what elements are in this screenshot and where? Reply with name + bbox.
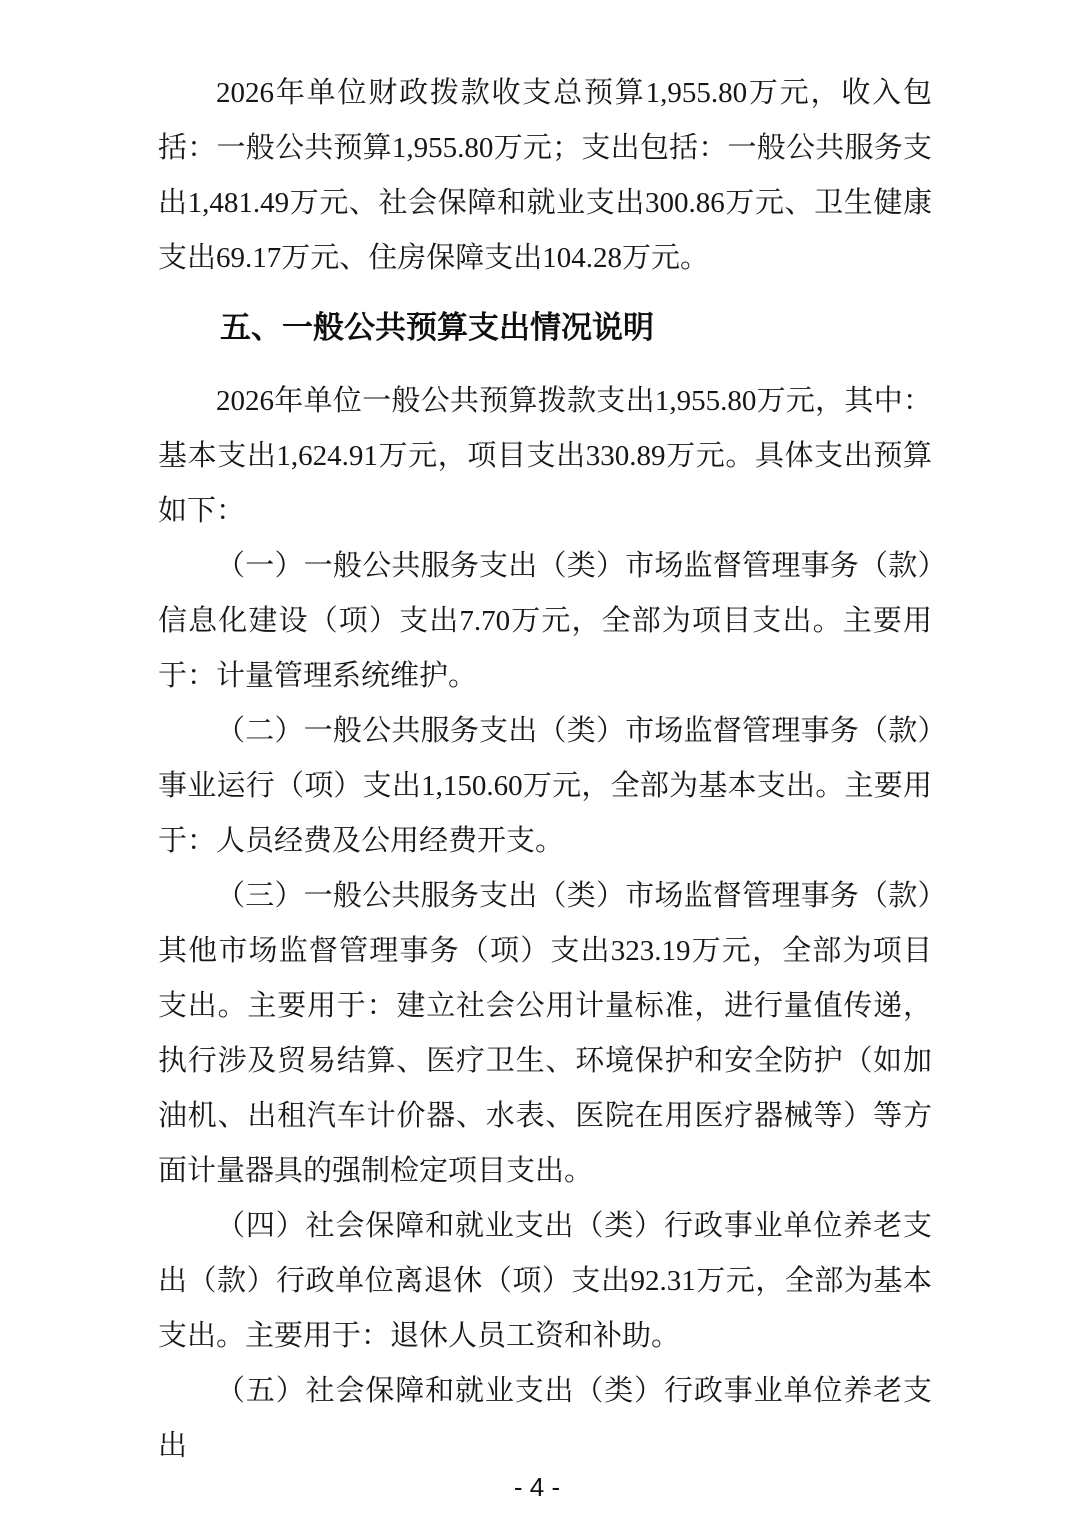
paragraph-item-1: （一）一般公共服务支出（类）市场监督管理事务（款）信息化建设（项）支出7.70万元，全部为项目支出。主要用于：计量管理系统维护。 (158, 550, 932, 692)
document-body (158, 66, 932, 1474)
paragraph-item-3: （三）一般公共服务支出（类）市场监督管理事务（款）其他市场监督管理事务（项）支出323.19万元，全部为项目支出。主要用于：建立社会公用计量标准，进行量值传递，执行涉及贸易结算、医疗卫生、环境保护和安全防护（如加油机、出租汽车计价器、水表、医院在用医疗器械等）等方面计量器具的强制检定项目支出。 (158, 880, 932, 1187)
paragraph-budget-overview: 2026年单位一般公共预算拨款支出1,955.80万元，其中：基本支出1,624.91万元，项目支出330.89万元。具体支出预算如下： (158, 385, 932, 527)
paragraph-item-2: （二）一般公共服务支出（类）市场监督管理事务（款）事业运行（项）支出1,150.60万元，全部为基本支出。主要用于：人员经费及公用经费开支。 (158, 715, 932, 857)
section-heading-five: 五、一般公共预算支出情况说明 (220, 310, 654, 345)
paragraph-fiscal-summary: 2026年单位财政拨款收支总预算1,955.80万元，收入包括：一般公共预算1,955.80万元；支出包括：一般公共服务支出1,481.49万元、社会保障和就业支出300.86万元、卫生健康支出69.17万元、住房保障支出104.28万元。 (158, 77, 932, 274)
paragraph-item-5: （五）社会保障和就业支出（类）行政事业单位养老支出 (158, 1375, 932, 1462)
page-number: - 4 - (513, 1472, 561, 1502)
paragraph-item-4: （四）社会保障和就业支出（类）行政事业单位养老支出（款）行政单位离退休（项）支出92.31万元，全部为基本支出。主要用于：退休人员工资和补助。 (158, 1210, 932, 1352)
